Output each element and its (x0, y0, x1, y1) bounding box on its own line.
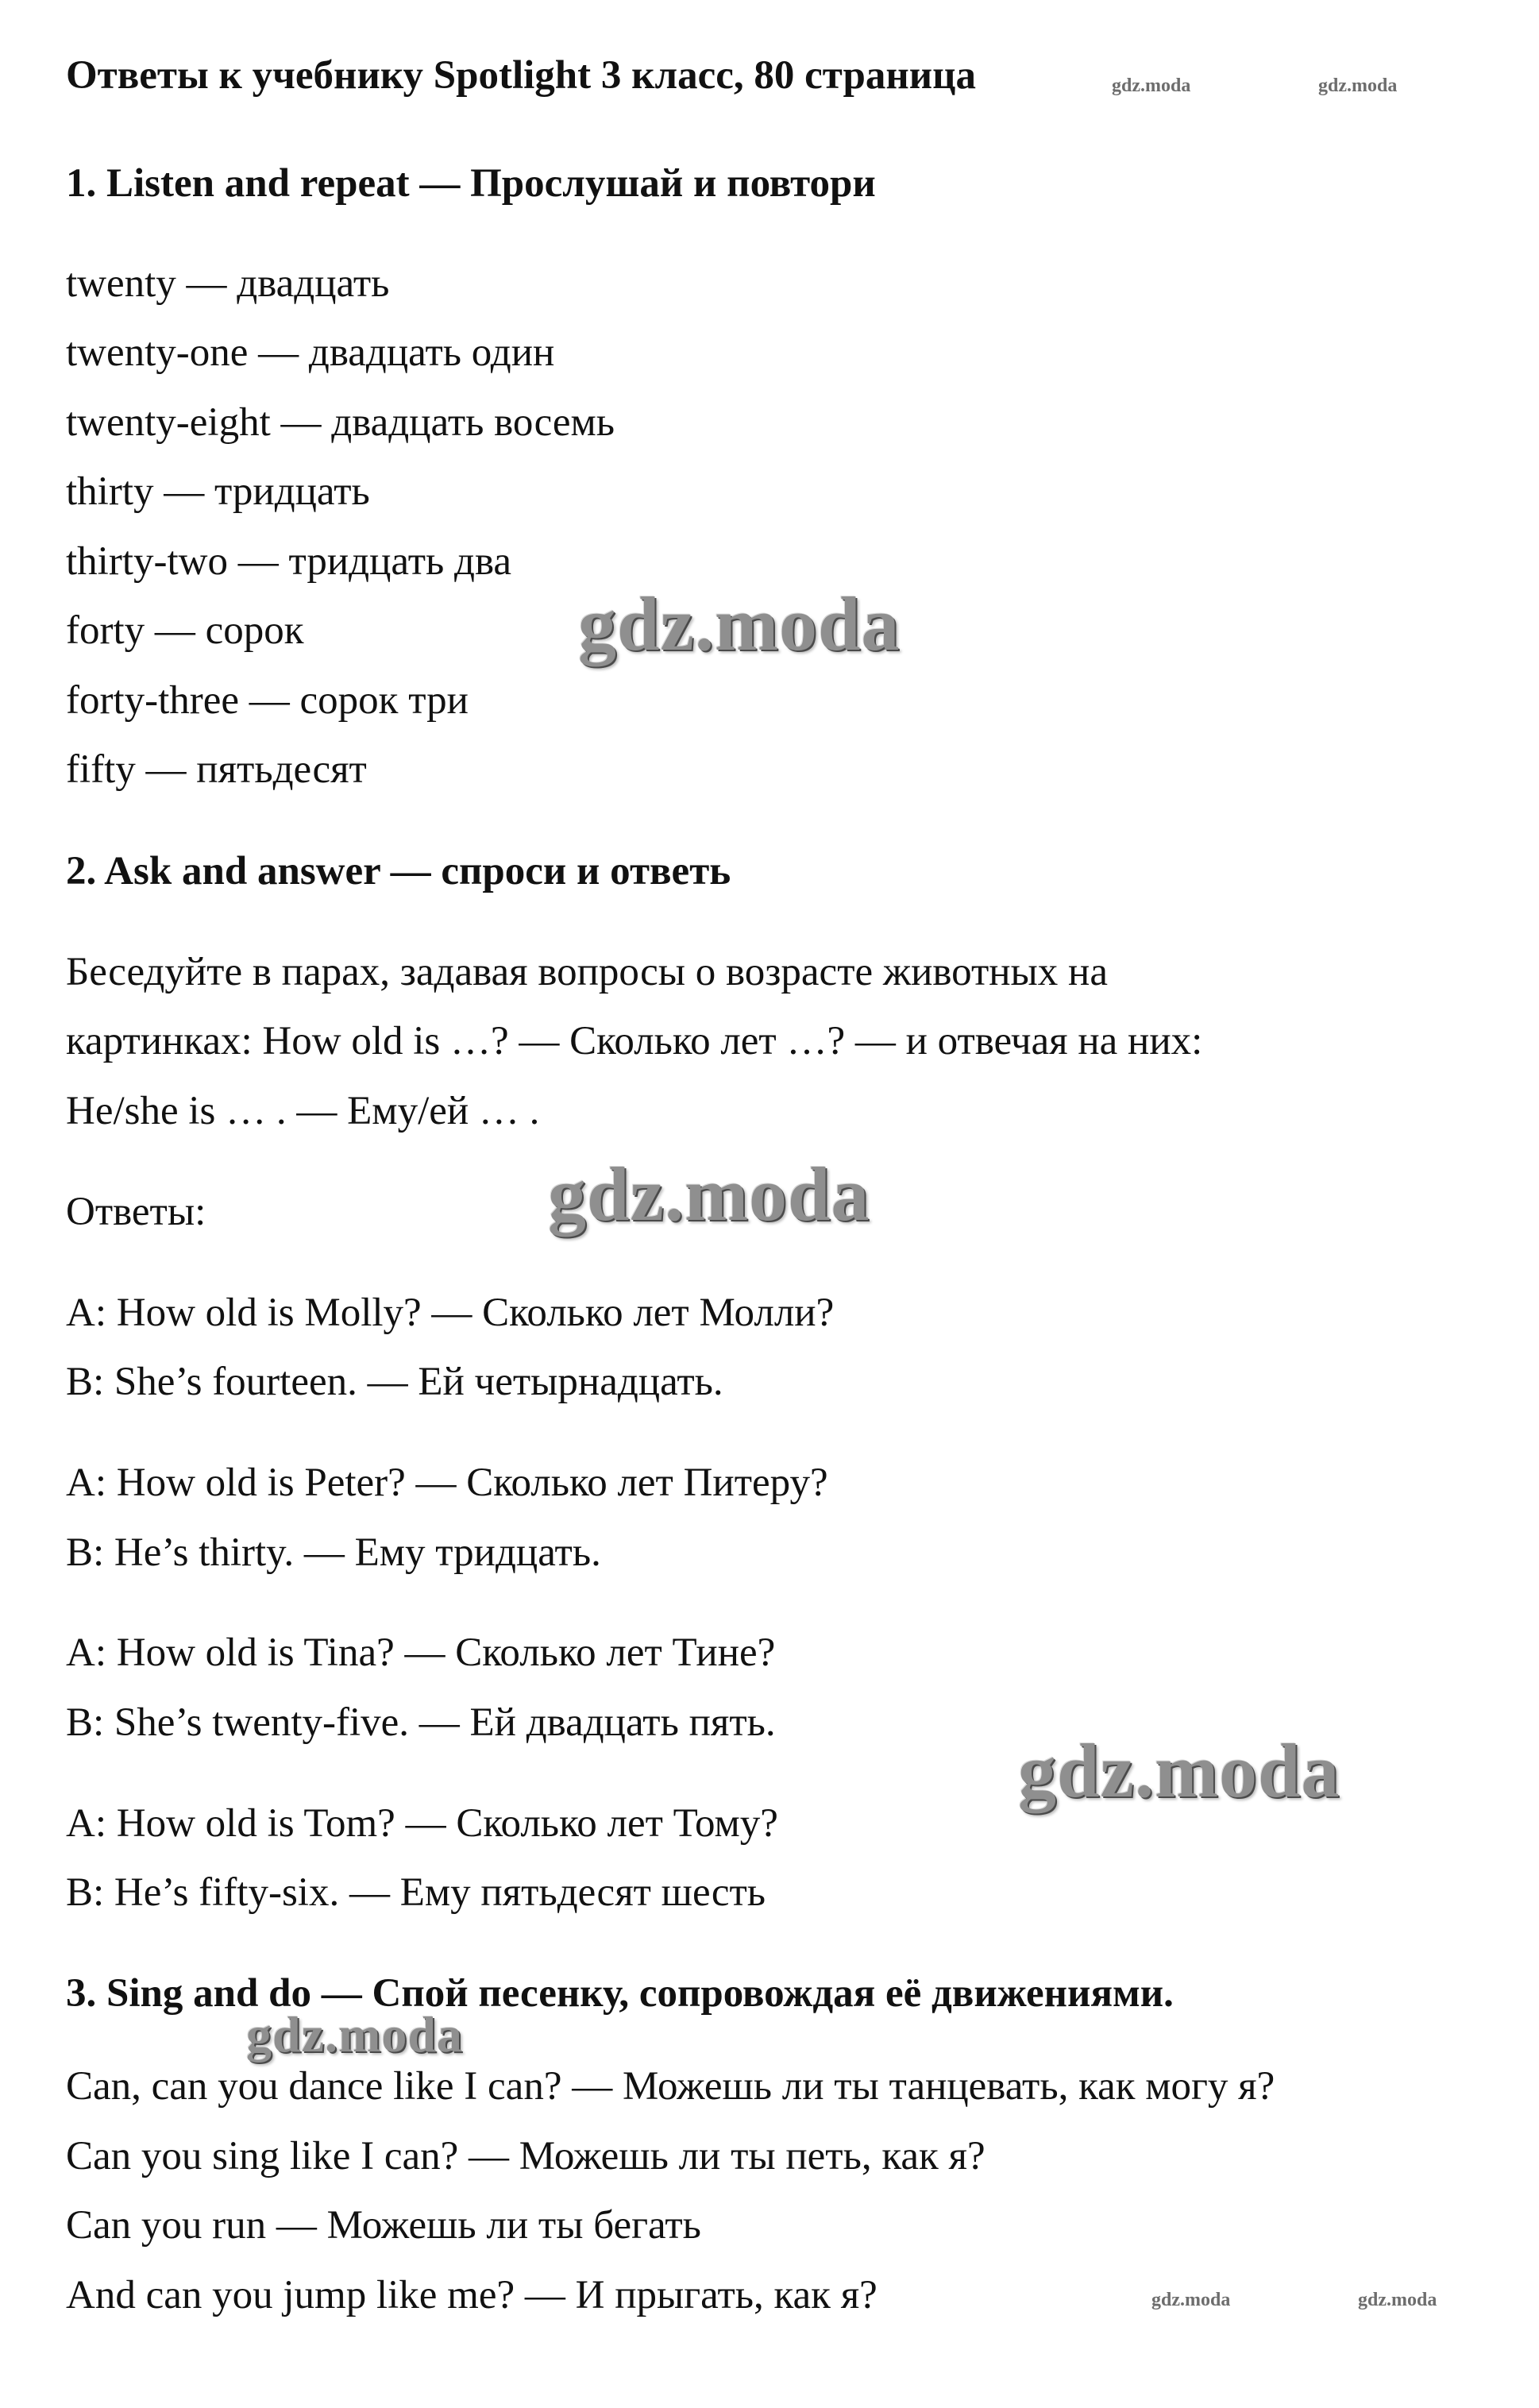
vocab-line: twenty-one — двадцать один (66, 330, 555, 375)
dialogue-question: A: How old is Molly? — Сколько лет Молли? (66, 1291, 835, 1335)
vocab-line: thirty — тридцать (66, 469, 370, 514)
watermark: gdz.moda (578, 581, 901, 666)
instruction-line: Беседуйте в парах, задавая вопросы о возрасте животных на (66, 950, 1108, 994)
watermark: gdz.moda (1112, 75, 1191, 96)
dialogue-answer: B: She’s twenty-five. — Ей двадцать пять. (66, 1700, 776, 1745)
song-line: And can you jump like me? — И прыгать, как я? (66, 2273, 878, 2317)
watermark: gdz.moda (246, 2006, 463, 2063)
vocab-line: twenty-eight — двадцать восемь (66, 400, 615, 445)
page-title: Ответы к учебнику Spotlight 3 класс, 80 страница (66, 53, 976, 98)
watermark: gdz.moda (548, 1152, 870, 1237)
vocab-line: twenty — двадцать (66, 261, 390, 306)
watermark: gdz.moda (1151, 2290, 1231, 2310)
dialogue-question: A: How old is Tina? — Сколько лет Тине? (66, 1630, 776, 1675)
section-3-heading: 3. Sing and do — Спой песенку, сопровождая её движениями. (66, 1971, 1174, 2016)
vocab-line: forty — сорок (66, 608, 304, 653)
section-2-heading: 2. Ask and answer — спроси и ответь (66, 849, 731, 893)
watermark: gdz.moda (1358, 2290, 1437, 2310)
dialogue-answer: B: He’s fifty-six. — Ему пятьдесят шесть (66, 1870, 766, 1915)
instruction-line: He/she is … . — Ему/ей … . (66, 1089, 540, 1133)
watermark: gdz.moda (1018, 1728, 1340, 1813)
dialogue-answer: B: He’s thirty. — Ему тридцать. (66, 1530, 601, 1575)
dialogue-question: A: How old is Peter? — Сколько лет Питеру? (66, 1461, 828, 1505)
vocab-line: forty-three — сорок три (66, 678, 469, 723)
instruction-line: картинках: How old is …? — Сколько лет …? — и отвечая на них: (66, 1019, 1203, 1063)
song-line: Can you run — Можешь ли ты бегать (66, 2203, 701, 2248)
song-line: Can you sing like I can? — Можешь ли ты петь, как я? (66, 2134, 986, 2178)
song-line: Can, can you dance like I can? — Можешь ли ты танцевать, как могу я? (66, 2064, 1275, 2109)
watermark: gdz.moda (1318, 75, 1398, 96)
dialogue-answer: B: She’s fourteen. — Ей четырнадцать. (66, 1360, 723, 1404)
answers-label: Ответы: (66, 1190, 206, 1234)
section-1-heading: 1. Listen and repeat — Прослушай и повтори (66, 161, 876, 206)
vocab-line: thirty-two — тридцать два (66, 539, 512, 584)
vocab-line: fifty — пятьдесят (66, 747, 367, 792)
dialogue-question: A: How old is Tom? — Сколько лет Тому? (66, 1801, 778, 1846)
